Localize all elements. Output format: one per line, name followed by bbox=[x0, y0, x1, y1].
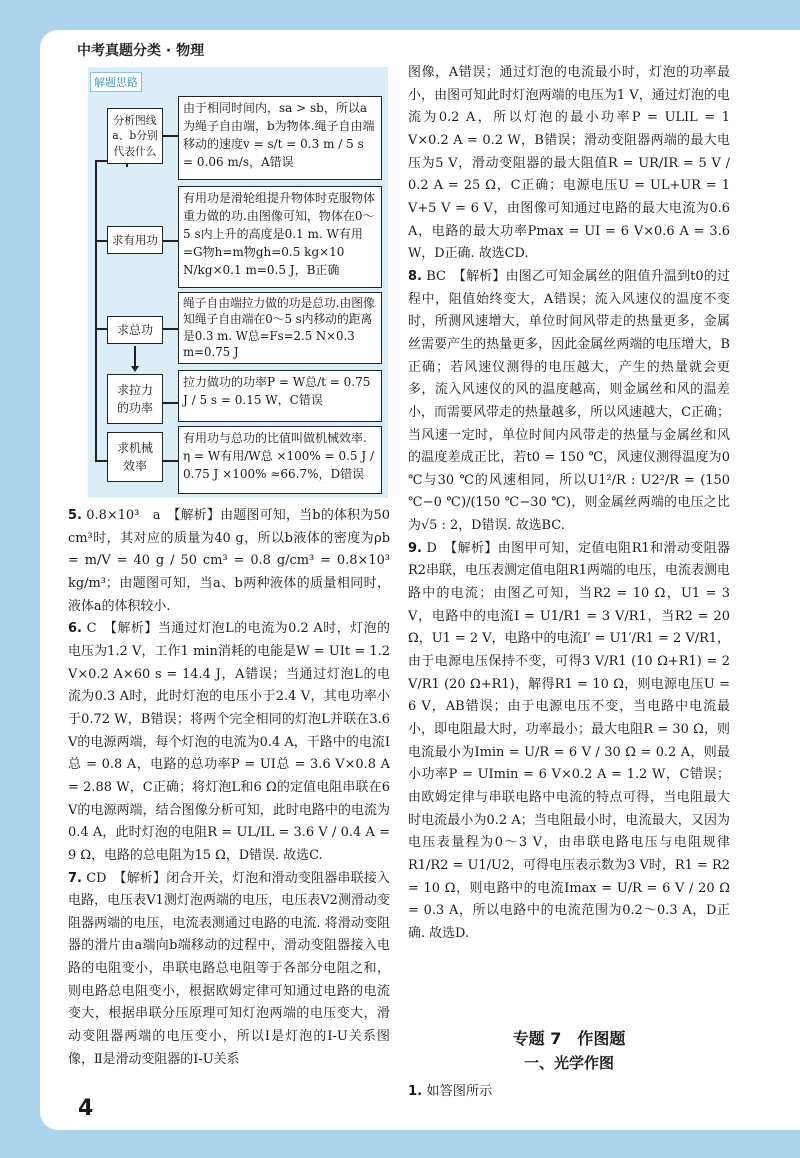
question-number: 5. bbox=[68, 508, 82, 523]
question-number: 6. bbox=[68, 621, 82, 637]
question-number: 1. bbox=[408, 1084, 423, 1099]
answer-q7 bbox=[68, 868, 390, 1072]
answer-q5 bbox=[68, 505, 390, 618]
thinking-text-3: 绳子自由端拉力做的功是总功.由图像知绳子自由端在0～5 s内移动的距离是0.3 m. W总=Fs=2.5 N×0.3 m=0.75 J bbox=[178, 292, 382, 364]
thinking-label-4: 求拉力的功率 bbox=[107, 374, 163, 424]
section-heading: 一、光学作图 bbox=[523, 1054, 614, 1072]
answer-q9 bbox=[408, 538, 730, 946]
running-header: 中考真题分类 · 物理 bbox=[77, 43, 205, 59]
left-column bbox=[68, 505, 390, 1071]
connector-line bbox=[162, 240, 178, 242]
answer-text: D 【解析】由图甲可知，定值电阻R1和滑动变阻器R2串联，电压表测定值电阻R1两端的电压，电流表测电路中的电流；由图乙可知，当R2 = 10 Ω，U1 = 3 V，电路中的电流I = U1/R1 = 3 V/R1，当R2 = 20 Ω，U1 = 2 V，电路中的电流I′ = U1′/R1 = 2 V/R1，由于电源电压保持不变，可得3 V/R1 (10 Ω+R1) = 2 V/R1 (20 Ω+R1)，解得R1 = 10 Ω，则电源电压U = 6 V，AB错误；由于电源电压不变，当电路中电流最小，即电阻最大时，功率最小；最大电阻R = 30 Ω，则电流最小为Imin = U/R = 6 V / 30 Ω = 0.2 A，则最小功率P = UImin = 6 V×0.2 A = 1.2 W，C错误；由欧姆定律与串联电路中电流的特点可得，当电阻最大时电流最小为0.2 A；当电阻最小时，电流最大，又因为电压表量程为0～3 V，由串联电路电压与电阻规律R1/R2 = U1/U2，可得电压表示数为3 V时，R1 = R2 = 10 Ω，则电路中的电流Imax = U/R = 6 V / 20 Ω = 0.3 A，所以电路中的电流范围为0.2～0.3 A，D正确. 故选D. bbox=[408, 540, 730, 941]
question-number: 9. bbox=[408, 540, 422, 556]
thinking-label-5: 求机械效率 bbox=[107, 432, 163, 482]
answer-text: CD 【解析】闭合开关，灯泡和滑动变阻器串联接入电路，电压表V1测灯泡两端的电压，电压表V2测滑动变阻器两端的电压，电流表测通过电路的电流. 将滑动变阻器的滑片由a端向b端移动的过程中，滑动变阻器接入电路的电阻变小，串联电路总电阻等于各部分电阻之和，则电路总电阻变小，根据欧姆定律可知通过电路的电流变大，根据串联分压原理可知灯泡两端的电压变大，滑动变阻器两端的电压变小，所以Ⅰ是灯泡的I-U关系图像，Ⅱ是滑动变阻器的I-U关系 bbox=[68, 870, 390, 1067]
thinking-label-1: 分析图线a、b分别代表什么 bbox=[107, 108, 163, 164]
question-number: 8. bbox=[408, 268, 422, 284]
thinking-text-5: 有用功与总功的比值叫做机械效率. η = W有用/W总 ×100% = 0.5 J / 0.75 J ×100% ≈66.7%，D错误 bbox=[178, 426, 382, 494]
thinking-label-2: 求有用功 bbox=[107, 226, 163, 254]
right-column bbox=[408, 62, 730, 946]
connector-line bbox=[162, 135, 178, 137]
answer-text: BC 【解析】由图乙可知金属丝的阻值升温到t0的过程中，阻值始终变大，A错误；流入风速仪的温度不变时，所测风速增大，单位时间风带走的热量更多，金属丝需要产生的热量更多，因此金属丝两端的电压增大，B正确；若风速仪测得的电压越大，产生的热量就会更多，流入风速仪的风的温度越高，则金属丝和风的温差小，而需要风带走的热量越多，所以风速越大，C正确；当风速一定时，单位时间内风带走的热量与金属丝和风的温度差成正比，若t0 = 150 ℃，风速仪测得温度为0 ℃与30 ℃的风速相同，所以U1²/R : U2²/R = (150 ℃−0 ℃)/(150 ℃−30 ℃)，则金属丝两端的电压之比为√5 : 2，D错误. 故选BC. bbox=[408, 268, 730, 534]
branch-line bbox=[95, 460, 107, 462]
answer-text: C 【解析】当通过灯泡L的电流为0.2 A时，灯泡的电压为1.2 V，工作1 min消耗的电能是W = UIt = 1.2 V×0.2 A×60 s = 14.4 J，A错误；当通过灯泡L的电流为0.3 A时，此时灯泡的电压小于2.4 V，其电功率小于0.72 W，B错误；将两个完全相同的灯泡L并联在3.6 V的电源两端，每个灯泡的电流为0.4 A，干路中的电流I总 = 0.8 A，电路的总功率P = UI总 = 3.6 V×0.8 A = 2.88 W，C正确；将灯泡L和6 Ω的定值电阻串联在6 V的电源两端，结合图像分析可知，此时电路中的电流为0.4 A，此时灯泡的电阻R = UL/IL = 3.6 V / 0.4 A = 9 Ω，电路的总电阻为15 Ω，D错误. 故选C. bbox=[68, 621, 390, 863]
connector-line bbox=[162, 460, 178, 462]
page-number: 4 bbox=[78, 1096, 94, 1121]
answer-text: 如答图所示 bbox=[426, 1084, 493, 1099]
connector-line bbox=[134, 346, 136, 368]
connector-line bbox=[162, 402, 178, 404]
branch-line bbox=[95, 328, 107, 330]
tree-trunk-line bbox=[95, 160, 97, 460]
arrow-down-icon bbox=[131, 366, 139, 372]
question-number: 7. bbox=[68, 870, 82, 886]
answer-q1 bbox=[408, 1080, 492, 1099]
connector-line bbox=[162, 328, 178, 330]
branch-line bbox=[95, 240, 107, 242]
thinking-text-4: 拉力做功的功率P = W总/t = 0.75 J / 5 s = 0.15 W，C错误 bbox=[178, 370, 382, 422]
topic-heading: 专题 7 作图题 bbox=[512, 1029, 626, 1048]
answer-q7-continued: 图像，A错误；通过灯泡的电流最小时，灯泡的功率最小，由图可知此时灯泡两端的电压为1 V，通过灯泡的电流为0.2 A，所以灯泡的最小功率P = ULIL = 1 V×0.2 A = 0.2 W，B错误；滑动变阻器两端的最大电压为5 V，滑动变阻器的最大阻值R = UR/IR = 5 V / 0.2 A = 25 Ω，C正确；电源电压U = UL+UR = 1 V+5 V = 6 V，由图像可知通过电路的最大电流为0.6 A，电路的最大功率Pmax = UI = 6 V×0.6 A = 3.6 W，D正确. 故选CD. bbox=[408, 65, 730, 262]
thinking-tag: 解题思路 bbox=[90, 72, 142, 92]
answer-text: 0.8×10³ a 【解析】由题图可知，当b的体积为50 cm³时，其对应的质量为40 g，所以b液体的密度为ρb = m/V = 40 g / 50 cm³ = 0.8 g/cm³ = 0.8×10³ kg/m³；由题图可知，当a、b两种液体的质量相同时，液体a的体积较小. bbox=[68, 508, 390, 614]
answer-q6 bbox=[68, 618, 390, 867]
thinking-label-3: 求总功 bbox=[107, 316, 163, 344]
thinking-text-2: 有用功是滑轮组提升物体时克服物体重力做的功.由图像可知，物体在0～5 s内上升的高度是0.1 m. W有用=G物h=m物gh=0.5 kg×10 N/kg×0.1 m=0.5 J，B正确 bbox=[178, 186, 382, 288]
thinking-text-1: 由于相同时间内，sa > sb，所以a为绳子自由端，b为物体.绳子自由端移动的速度v = s/t = 0.3 m / 5 s = 0.06 m/s，A错误 bbox=[178, 96, 382, 180]
answer-q8 bbox=[408, 266, 730, 538]
